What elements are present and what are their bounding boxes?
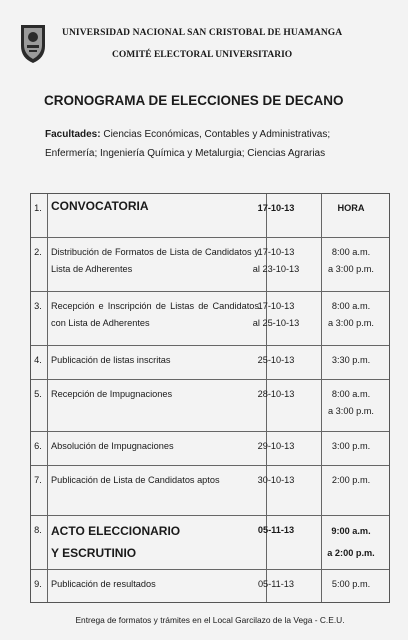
activity-text: CONVOCATORIA — [51, 199, 149, 213]
faculties-label: Facultades: — [45, 129, 101, 140]
date-start: 17-10-13 — [257, 247, 295, 257]
row-time: 3:30 p.m. — [331, 355, 371, 365]
row-date: 05-11-13 — [257, 525, 295, 535]
activity-text: Publicación de resultados — [51, 579, 156, 589]
activity-text: Publicación de Lista de Candidatos aptos — [51, 475, 220, 485]
activity-line-1: ACTO ELECCIONARIO — [51, 524, 181, 538]
row-date: 17-10-13 — [257, 203, 295, 213]
row-number: 6. — [34, 441, 42, 451]
faculties-list-1: Ciencias Económicas, Contables y Administrativas; — [103, 129, 331, 140]
committee-name: COMITÉ ELECTORAL UNIVERSITARIO — [112, 50, 293, 60]
activity-text: Distribución de Formatos de Lista de Candidatos y Lista de Adherentes — [51, 247, 259, 274]
table-row — [31, 432, 389, 466]
time-start: 8:00 a.m. — [331, 247, 371, 257]
activity-text: Recepción e Inscripción de Listas de Candidatos con Lista de Adherentes — [51, 301, 259, 328]
page-title: CRONOGRAMA DE ELECCIONES DE DECANO — [44, 93, 344, 108]
activity-text — [51, 516, 259, 564]
row-date: 25-10-13 — [257, 355, 295, 365]
schedule-table — [30, 193, 390, 603]
table-row — [31, 516, 389, 570]
row-time: 2:00 p.m. — [331, 475, 371, 485]
row-number: 9. — [34, 579, 42, 589]
row-time — [312, 238, 390, 278]
row-number: 3. — [34, 301, 42, 311]
table-row — [31, 346, 389, 380]
table-row — [31, 570, 389, 602]
date-end: al 23-10-13 — [252, 264, 300, 274]
row-time: 3:00 p.m. — [331, 441, 371, 451]
date-end: al 25-10-13 — [252, 318, 300, 328]
university-name: UNIVERSIDAD NACIONAL SAN CRISTOBAL DE HUAMANGA — [62, 28, 343, 38]
time-end: a 2:00 p.m. — [327, 548, 375, 558]
table-row — [31, 194, 389, 238]
row-date: 28-10-13 — [257, 389, 295, 399]
row-number: 7. — [34, 475, 42, 485]
row-number: 8. — [34, 525, 42, 535]
activity-line-2: Y ESCRUTINIO — [51, 546, 137, 560]
activity-text: Publicación de listas inscritas — [51, 355, 171, 365]
row-time — [312, 380, 390, 420]
row-time — [312, 292, 390, 332]
row-time: 5:00 p.m. — [331, 579, 371, 589]
time-end: a 3:00 p.m. — [328, 318, 374, 328]
table-row — [31, 466, 389, 516]
time-start: 8:00 a.m. — [331, 389, 371, 399]
row-date: 05-11-13 — [257, 579, 295, 589]
time-start: 8:00 a.m. — [331, 301, 371, 311]
activity-text: Absolución de Impugnaciones — [51, 441, 174, 451]
table-row — [31, 380, 389, 432]
time-end: a 3:00 p.m. — [328, 264, 374, 274]
row-number: 1. — [34, 203, 42, 213]
row-number: 4. — [34, 355, 42, 365]
row-date — [244, 292, 308, 332]
date-start: 17-10-13 — [257, 301, 295, 311]
row-date: 29-10-13 — [257, 441, 295, 451]
faculties-line-1 — [45, 125, 395, 144]
row-number: 5. — [34, 389, 42, 399]
row-date: 30-10-13 — [257, 475, 295, 485]
time-start: 9:00 a.m. — [331, 526, 371, 536]
activity-text: Recepción de Impugnaciones — [51, 389, 173, 399]
footer-note: Entrega de formatos y trámites en el Local Garcilazo de la Vega - C.E.U. — [75, 615, 345, 625]
row-date — [244, 238, 308, 278]
row-time — [312, 516, 390, 564]
table-row — [31, 292, 389, 346]
row-number: 2. — [34, 247, 42, 257]
time-end: a 3:00 p.m. — [328, 406, 374, 416]
university-seal-icon — [18, 22, 48, 64]
table-row — [31, 238, 389, 292]
faculties-paragraph — [45, 125, 395, 163]
time-column-header: HORA — [337, 203, 365, 213]
faculties-line-2: Enfermería; Ingeniería Química y Metalurgia; Ciencias Agrarias — [45, 148, 326, 159]
